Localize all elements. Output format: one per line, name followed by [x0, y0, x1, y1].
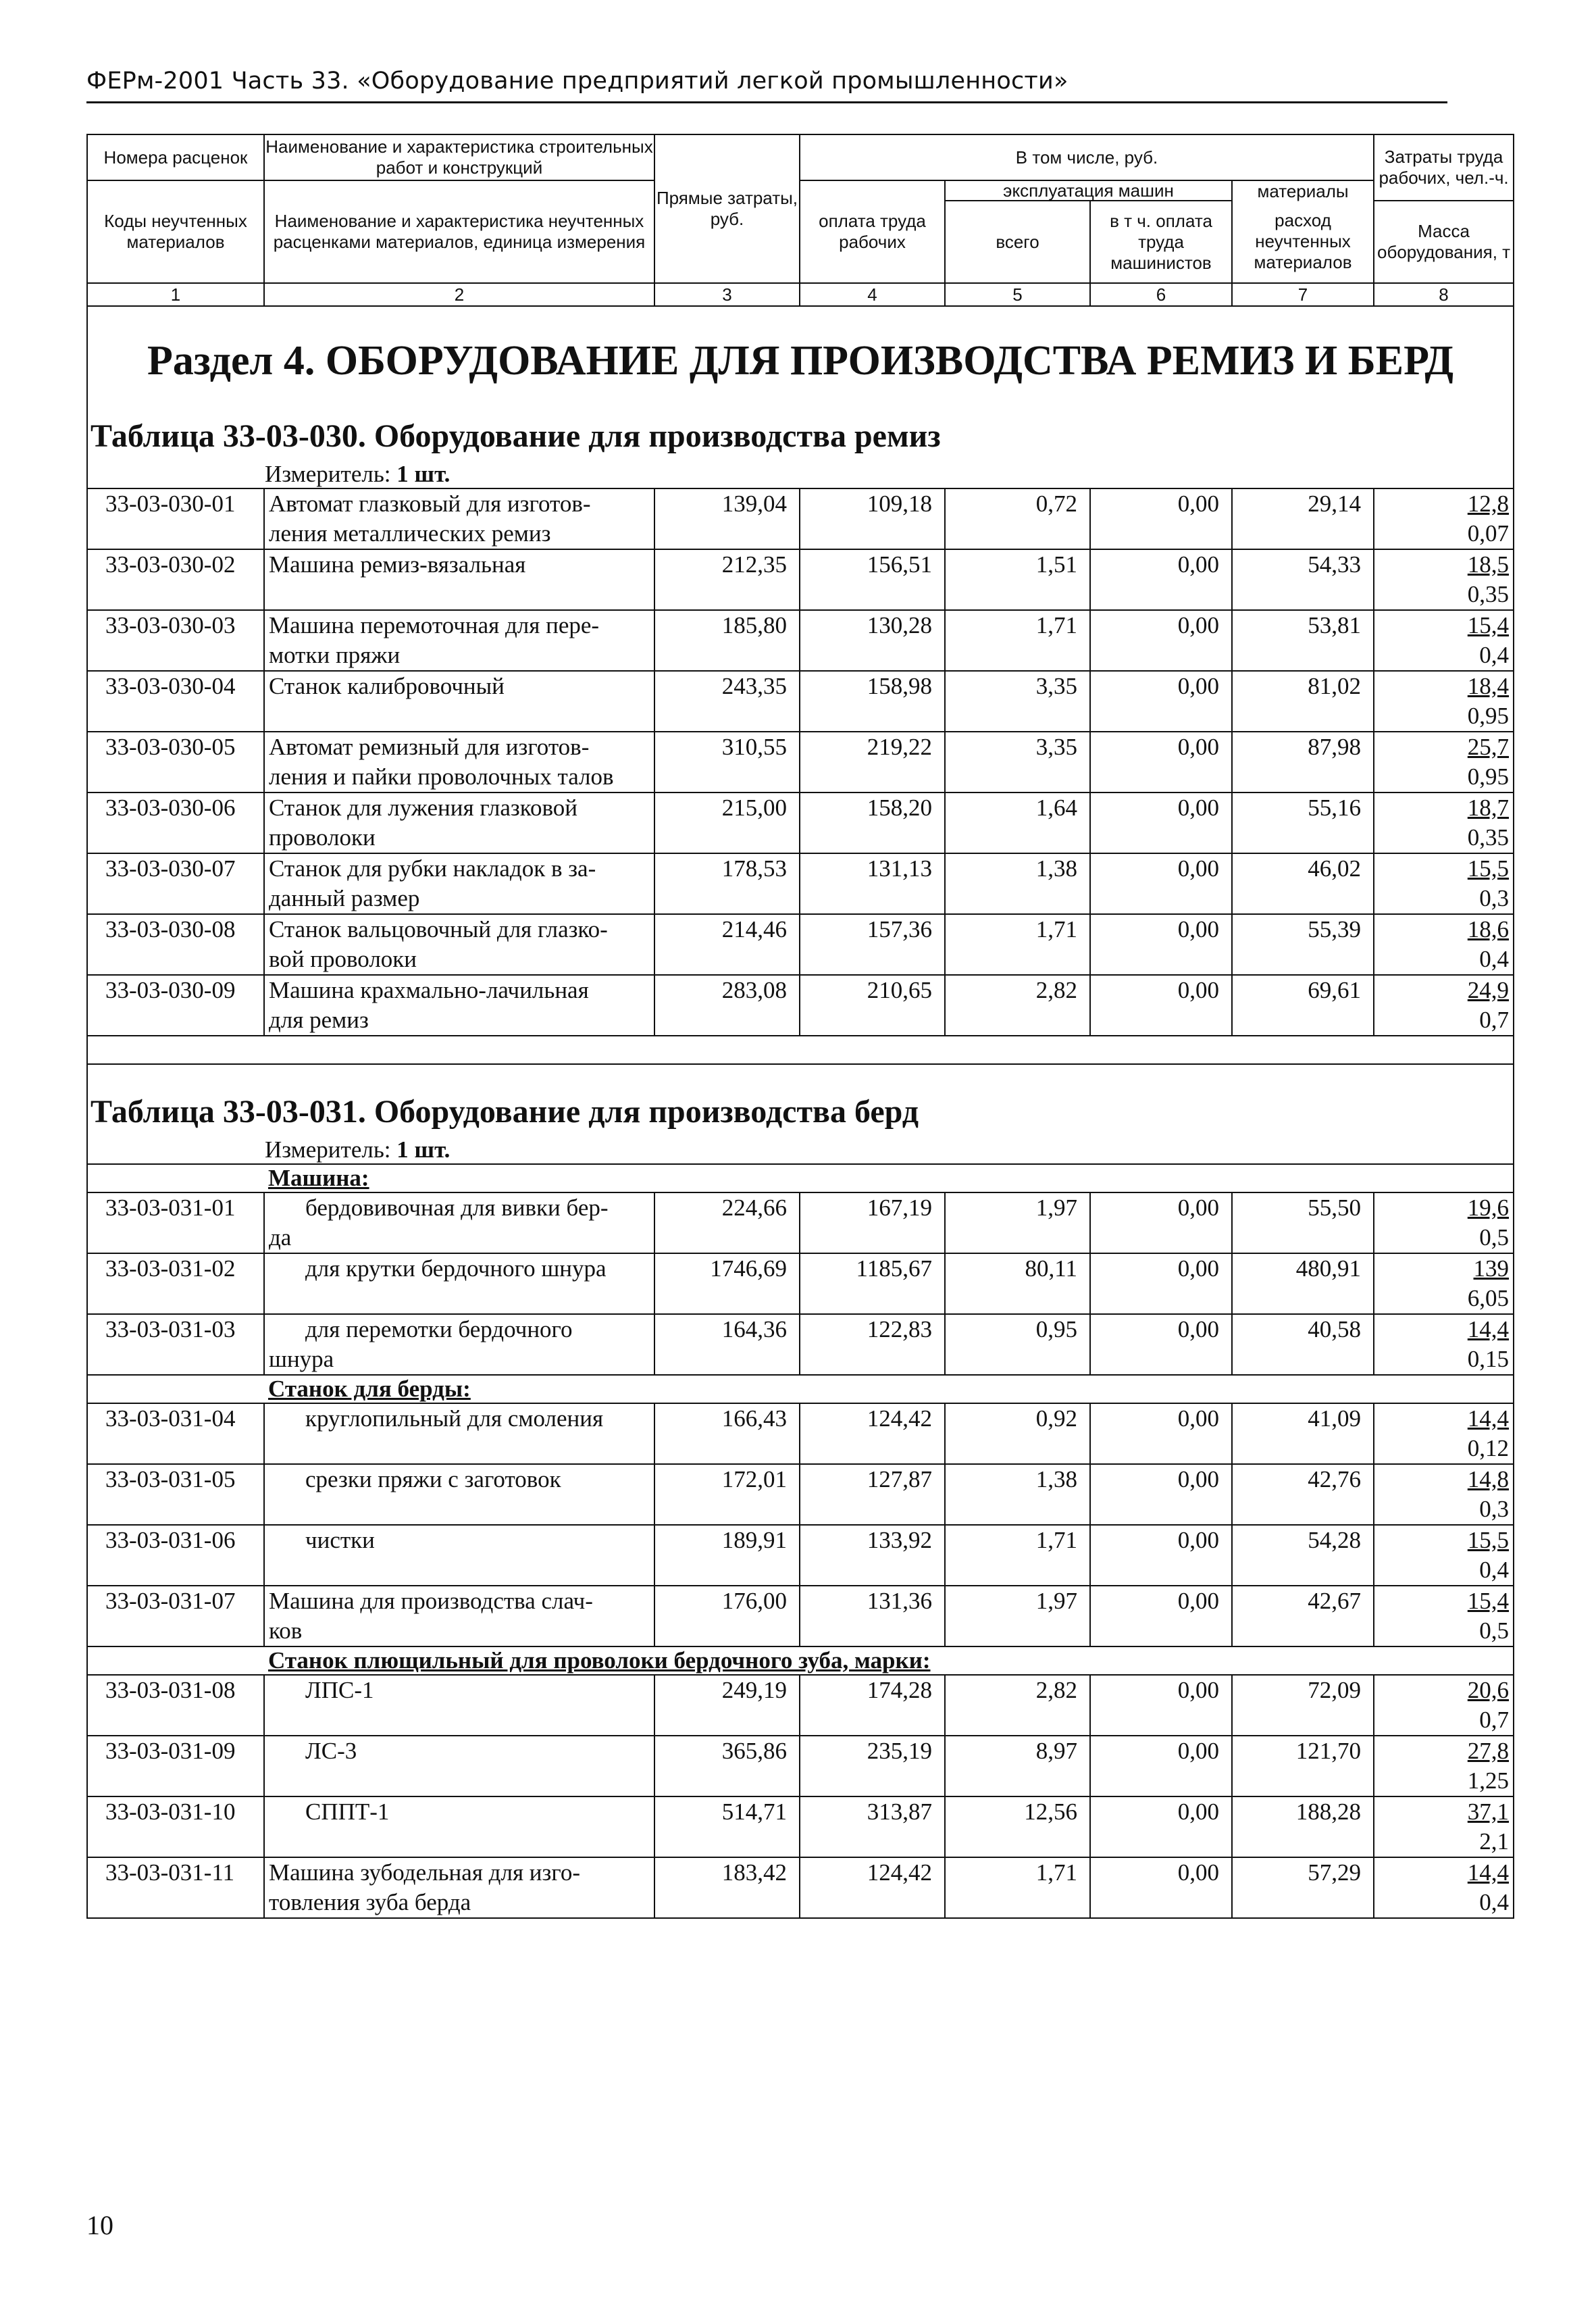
rate-name-line2: проволоки [269, 824, 376, 851]
direct-cost: 243,35 [654, 671, 800, 732]
rate-name-line2: товления зуба берда [269, 1889, 471, 1915]
rate-code: 33-03-030-04 [87, 671, 264, 732]
machine-cost: 0,72 [945, 488, 1090, 549]
labor-hours: 15,5 [1467, 855, 1510, 882]
table-row [87, 488, 1514, 549]
materials-cost: 72,09 [1232, 1675, 1374, 1736]
labor-hours-mass [1374, 1525, 1514, 1586]
materials-cost: 40,58 [1232, 1314, 1374, 1375]
rate-code: 33-03-031-07 [87, 1586, 264, 1646]
rate-name-line1: Автомат глазковый для изготов- [269, 491, 591, 517]
labor-hours: 18,4 [1467, 673, 1510, 699]
labor-hours: 18,7 [1467, 795, 1510, 821]
labor-hours-mass [1374, 1253, 1514, 1314]
header-col8-bottom: Масса оборудования, т [1374, 201, 1514, 283]
table-row [87, 1464, 1514, 1525]
rate-name-line1: Машина для производства слач- [269, 1588, 593, 1614]
operator-labor-cost: 0,00 [1090, 853, 1232, 914]
table-row [87, 1403, 1514, 1464]
labor-hours-mass [1374, 1675, 1514, 1736]
equipment-mass: 0,95 [1467, 763, 1510, 790]
table-row [87, 1192, 1514, 1253]
rate-name [264, 975, 654, 1036]
rate-code: 33-03-031-10 [87, 1796, 264, 1857]
operator-labor-cost: 0,00 [1090, 1525, 1232, 1586]
equipment-mass: 0,7 [1479, 1007, 1510, 1033]
materials-cost: 81,02 [1232, 671, 1374, 732]
table2-title: Таблица 33-03-031. Оборудование для производства берд [87, 1064, 1514, 1136]
rate-name-line1: для перемотки бердочного [305, 1316, 573, 1342]
machine-cost: 1,71 [945, 610, 1090, 671]
labor-cost: 313,87 [800, 1796, 945, 1857]
meter-label: Измеритель: [265, 1136, 391, 1163]
rate-name-line2: ков [269, 1617, 303, 1644]
table-row [87, 1675, 1514, 1736]
equipment-mass: 0,4 [1479, 642, 1510, 668]
equipment-mass: 1,25 [1467, 1767, 1510, 1794]
labor-hours: 14,4 [1467, 1405, 1510, 1432]
labor-hours-mass [1374, 488, 1514, 549]
header-col1-bottom: Коды неучтенных материалов [87, 180, 264, 283]
rate-name-line1: Машина ремиз-вязальная [269, 551, 526, 578]
materials-cost: 121,70 [1232, 1736, 1374, 1796]
rate-code: 33-03-030-05 [87, 732, 264, 793]
table-row [87, 914, 1514, 975]
rate-code: 33-03-030-03 [87, 610, 264, 671]
table1-title: Таблица 33-03-030. Оборудование для производства ремиз [87, 408, 1514, 461]
rate-name-line1: чистки [305, 1527, 375, 1553]
rate-name [264, 853, 654, 914]
labor-hours-mass [1374, 732, 1514, 793]
equipment-mass: 0,5 [1479, 1617, 1510, 1644]
rate-name-line2: данный размер [269, 885, 420, 911]
header-col1-top: Номера расценок [87, 134, 264, 180]
materials-cost: 41,09 [1232, 1403, 1374, 1464]
direct-cost: 189,91 [654, 1525, 800, 1586]
equipment-mass: 0,07 [1467, 520, 1510, 547]
machine-cost: 2,82 [945, 975, 1090, 1036]
equipment-mass: 6,05 [1467, 1285, 1510, 1311]
equipment-mass: 0,95 [1467, 703, 1510, 729]
machine-cost: 0,92 [945, 1403, 1090, 1464]
labor-hours: 20,6 [1467, 1677, 1510, 1703]
labor-cost: 130,28 [800, 610, 945, 671]
meter-label: Измеритель: [265, 461, 391, 487]
operator-labor-cost: 0,00 [1090, 1314, 1232, 1375]
rate-name [264, 1675, 654, 1736]
labor-cost: 127,87 [800, 1464, 945, 1525]
equipment-mass: 0,3 [1479, 885, 1510, 911]
labor-cost: 210,65 [800, 975, 945, 1036]
labor-hours: 14,4 [1467, 1859, 1510, 1886]
labor-cost: 131,13 [800, 853, 945, 914]
materials-cost: 87,98 [1232, 732, 1374, 793]
machine-cost: 1,97 [945, 1586, 1090, 1646]
table-row [87, 610, 1514, 671]
labor-hours: 37,1 [1467, 1799, 1510, 1825]
rate-name [264, 1403, 654, 1464]
materials-cost: 29,14 [1232, 488, 1374, 549]
materials-cost: 53,81 [1232, 610, 1374, 671]
equipment-mass: 0,4 [1479, 946, 1510, 972]
group-label-flattening: Станок плющильный для проволоки бердочного зуба, марки: [264, 1646, 1514, 1675]
materials-cost: 55,50 [1232, 1192, 1374, 1253]
table-row [87, 671, 1514, 732]
rate-name-line1: круглопильный для смоления [305, 1405, 604, 1432]
rate-name [264, 914, 654, 975]
machine-cost: 12,56 [945, 1796, 1090, 1857]
rate-name-line1: ЛС-3 [305, 1738, 357, 1764]
materials-cost: 54,33 [1232, 549, 1374, 610]
rate-name-line2: ления и пайки проволочных талов [269, 763, 614, 790]
labor-cost: 109,18 [800, 488, 945, 549]
labor-hours-mass [1374, 1403, 1514, 1464]
materials-cost: 55,16 [1232, 793, 1374, 853]
rate-code: 33-03-030-07 [87, 853, 264, 914]
rate-code: 33-03-031-06 [87, 1525, 264, 1586]
labor-hours-mass [1374, 1314, 1514, 1375]
direct-cost: 283,08 [654, 975, 800, 1036]
labor-hours: 19,6 [1467, 1194, 1510, 1221]
rate-code: 33-03-030-02 [87, 549, 264, 610]
rate-name [264, 488, 654, 549]
rate-name [264, 671, 654, 732]
materials-cost: 54,28 [1232, 1525, 1374, 1586]
machine-cost: 3,35 [945, 671, 1090, 732]
materials-cost: 55,39 [1232, 914, 1374, 975]
operator-labor-cost: 0,00 [1090, 975, 1232, 1036]
table-row [87, 1586, 1514, 1646]
labor-hours-mass [1374, 610, 1514, 671]
rate-code: 33-03-031-02 [87, 1253, 264, 1314]
labor-hours-mass [1374, 671, 1514, 732]
labor-hours: 14,8 [1467, 1466, 1510, 1492]
labor-cost: 122,83 [800, 1314, 945, 1375]
header-col2-bottom: Наименование и характеристика неучтенных расценками материалов, единица измерения [264, 180, 654, 283]
labor-hours-mass [1374, 1857, 1514, 1918]
rate-name-line1: Машина зубодельная для изго- [269, 1859, 580, 1886]
group-label-stand: Станок для берды: [264, 1375, 1514, 1403]
direct-cost: 166,43 [654, 1403, 800, 1464]
rates-table [86, 134, 1514, 1919]
meter-value: 1 шт. [396, 1136, 451, 1163]
labor-hours: 139 [1473, 1255, 1510, 1282]
labor-hours-mass [1374, 793, 1514, 853]
rate-name [264, 1796, 654, 1857]
labor-cost: 124,42 [800, 1857, 945, 1918]
col-number: 6 [1090, 283, 1232, 306]
rate-name [264, 1314, 654, 1375]
table2-meter [87, 1136, 1514, 1164]
rate-code: 33-03-030-01 [87, 488, 264, 549]
operator-labor-cost: 0,00 [1090, 914, 1232, 975]
direct-cost: 214,46 [654, 914, 800, 975]
rate-name-line2: да [269, 1224, 292, 1251]
rate-name [264, 1736, 654, 1796]
materials-cost: 42,76 [1232, 1464, 1374, 1525]
operator-labor-cost: 0,00 [1090, 732, 1232, 793]
rate-name-line1: ЛПС-1 [305, 1677, 374, 1703]
labor-hours: 15,4 [1467, 612, 1510, 638]
operator-labor-cost: 0,00 [1090, 1253, 1232, 1314]
equipment-mass: 0,35 [1467, 824, 1510, 851]
table-row [87, 732, 1514, 793]
labor-cost: 219,22 [800, 732, 945, 793]
labor-hours-mass [1374, 1192, 1514, 1253]
rate-code: 33-03-031-08 [87, 1675, 264, 1736]
materials-cost: 188,28 [1232, 1796, 1374, 1857]
machine-cost: 1,38 [945, 853, 1090, 914]
rate-name [264, 1525, 654, 1586]
equipment-mass: 2,1 [1479, 1828, 1510, 1855]
rate-name-line2: мотки пряжи [269, 642, 401, 668]
labor-hours: 15,5 [1467, 1527, 1510, 1553]
materials-cost: 480,91 [1232, 1253, 1374, 1314]
equipment-mass: 0,15 [1467, 1346, 1510, 1372]
table-row [87, 1796, 1514, 1857]
table-row [87, 793, 1514, 853]
rate-name-line1: для крутки бердочного шнура [305, 1255, 607, 1282]
labor-hours-mass [1374, 975, 1514, 1036]
machine-cost: 0,95 [945, 1314, 1090, 1375]
direct-cost: 176,00 [654, 1586, 800, 1646]
operator-labor-cost: 0,00 [1090, 610, 1232, 671]
labor-cost: 133,92 [800, 1525, 945, 1586]
direct-cost: 185,80 [654, 610, 800, 671]
rate-name-line1: Автомат ремизный для изготов- [269, 734, 590, 760]
machine-cost: 1,64 [945, 793, 1090, 853]
rate-code: 33-03-031-09 [87, 1736, 264, 1796]
rate-code: 33-03-030-08 [87, 914, 264, 975]
table-row [87, 975, 1514, 1036]
labor-cost: 124,42 [800, 1403, 945, 1464]
labor-hours-mass [1374, 549, 1514, 610]
col-number: 8 [1374, 283, 1514, 306]
rate-name [264, 610, 654, 671]
machine-cost: 3,35 [945, 732, 1090, 793]
machine-cost: 1,51 [945, 549, 1090, 610]
table-row [87, 549, 1514, 610]
operator-labor-cost: 0,00 [1090, 1857, 1232, 1918]
labor-hours: 27,8 [1467, 1738, 1510, 1764]
labor-cost: 156,51 [800, 549, 945, 610]
machine-cost: 1,38 [945, 1464, 1090, 1525]
direct-cost: 365,86 [654, 1736, 800, 1796]
table-row [87, 1736, 1514, 1796]
operator-labor-cost: 0,00 [1090, 671, 1232, 732]
rate-code: 33-03-031-04 [87, 1403, 264, 1464]
operator-labor-cost: 0,00 [1090, 1586, 1232, 1646]
rate-code: 33-03-031-11 [87, 1857, 264, 1918]
rate-name [264, 1857, 654, 1918]
rate-name [264, 732, 654, 793]
rate-name-line1: Станок вальцовочный для глазко- [269, 916, 608, 942]
direct-cost: 1746,69 [654, 1253, 800, 1314]
table-row [87, 1857, 1514, 1918]
equipment-mass: 0,7 [1479, 1707, 1510, 1733]
table-row [87, 1253, 1514, 1314]
direct-cost: 249,19 [654, 1675, 800, 1736]
rate-name [264, 793, 654, 853]
operator-labor-cost: 0,00 [1090, 1192, 1232, 1253]
section-title: Раздел 4. ОБОРУДОВАНИЕ ДЛЯ ПРОИЗВОДСТВА РЕМИЗ И БЕРД [87, 306, 1514, 408]
table-row [87, 1525, 1514, 1586]
labor-cost: 158,98 [800, 671, 945, 732]
rate-name [264, 1192, 654, 1253]
direct-cost: 215,00 [654, 793, 800, 853]
labor-cost: 174,28 [800, 1675, 945, 1736]
col-number: 1 [87, 283, 264, 306]
machine-cost: 2,82 [945, 1675, 1090, 1736]
rate-name-line1: Машина перемоточная для пере- [269, 612, 600, 638]
labor-hours: 24,9 [1467, 977, 1510, 1003]
labor-cost: 1185,67 [800, 1253, 945, 1314]
operator-labor-cost: 0,00 [1090, 1796, 1232, 1857]
equipment-mass: 0,3 [1479, 1496, 1510, 1522]
rate-name-line2: ления металлических ремиз [269, 520, 551, 547]
machine-cost: 8,97 [945, 1736, 1090, 1796]
rate-code: 33-03-031-01 [87, 1192, 264, 1253]
header-col6: в т ч. оплата труда машинистов [1090, 201, 1232, 283]
materials-cost: 46,02 [1232, 853, 1374, 914]
rate-name-line2: для ремиз [269, 1007, 369, 1033]
machine-cost: 80,11 [945, 1253, 1090, 1314]
direct-cost: 178,53 [654, 853, 800, 914]
rate-name-line1: Станок для рубки накладок в за- [269, 855, 596, 882]
equipment-mass: 0,5 [1479, 1224, 1510, 1251]
rate-code: 33-03-030-06 [87, 793, 264, 853]
labor-hours-mass [1374, 1464, 1514, 1525]
table1-meter [87, 461, 1514, 488]
labor-hours-mass [1374, 1736, 1514, 1796]
col-number: 4 [800, 283, 945, 306]
rate-name-line2: вой проволоки [269, 946, 417, 972]
labor-hours: 18,5 [1467, 551, 1510, 578]
operator-labor-cost: 0,00 [1090, 1736, 1232, 1796]
equipment-mass: 0,35 [1467, 581, 1510, 607]
direct-cost: 212,35 [654, 549, 800, 610]
equipment-mass: 0,4 [1479, 1889, 1510, 1915]
col-number: 3 [654, 283, 800, 306]
rate-code: 33-03-030-09 [87, 975, 264, 1036]
operator-labor-cost: 0,00 [1090, 1403, 1232, 1464]
page-header: ФЕРм-2001 Часть 33. «Оборудование предприятий легкой промышленности» [86, 68, 1447, 103]
col-number: 5 [945, 283, 1090, 306]
labor-hours: 14,4 [1467, 1316, 1510, 1342]
header-materials: материалы [1232, 180, 1374, 201]
labor-cost: 235,19 [800, 1736, 945, 1796]
labor-hours: 12,8 [1467, 491, 1510, 517]
header-col7: расход неучтенных материалов [1232, 201, 1374, 283]
machine-cost: 1,97 [945, 1192, 1090, 1253]
direct-cost: 139,04 [654, 488, 800, 549]
operator-labor-cost: 0,00 [1090, 488, 1232, 549]
rate-name-line2: шнура [269, 1346, 334, 1372]
operator-labor-cost: 0,00 [1090, 1675, 1232, 1736]
rate-code: 33-03-031-03 [87, 1314, 264, 1375]
direct-cost: 514,71 [654, 1796, 800, 1857]
header-col5: всего [945, 201, 1090, 283]
header-col2-top: Наименование и характеристика строительных работ и конструкций [264, 134, 654, 180]
operator-labor-cost: 0,00 [1090, 1464, 1232, 1525]
direct-cost: 224,66 [654, 1192, 800, 1253]
equipment-mass: 0,4 [1479, 1557, 1510, 1583]
header-machines: эксплуатация машин [945, 180, 1232, 201]
materials-cost: 69,61 [1232, 975, 1374, 1036]
labor-cost: 167,19 [800, 1192, 945, 1253]
labor-cost: 157,36 [800, 914, 945, 975]
machine-cost: 1,71 [945, 914, 1090, 975]
direct-cost: 172,01 [654, 1464, 800, 1525]
rate-name [264, 1464, 654, 1525]
labor-hours-mass [1374, 914, 1514, 975]
operator-labor-cost: 0,00 [1090, 793, 1232, 853]
group-label-machine: Машина: [264, 1164, 1514, 1192]
labor-hours-mass [1374, 1586, 1514, 1646]
header-col8-top: Затраты труда рабочих, чел.-ч. [1374, 134, 1514, 201]
rate-name-line1: СППТ-1 [305, 1799, 390, 1825]
equipment-mass: 0,12 [1467, 1435, 1510, 1461]
rate-name-line1: срезки пряжи с заготовок [305, 1466, 561, 1492]
col-number: 7 [1232, 283, 1374, 306]
operator-labor-cost: 0,00 [1090, 549, 1232, 610]
machine-cost: 1,71 [945, 1857, 1090, 1918]
rate-name-line1: Станок для лужения глазковой [269, 795, 577, 821]
rate-name [264, 549, 654, 610]
labor-hours: 18,6 [1467, 916, 1510, 942]
machine-cost: 1,71 [945, 1525, 1090, 1586]
header-group: В том числе, руб. [800, 134, 1374, 180]
direct-cost: 164,36 [654, 1314, 800, 1375]
rate-code: 33-03-031-05 [87, 1464, 264, 1525]
meter-value: 1 шт. [396, 461, 451, 487]
col-number: 2 [264, 283, 654, 306]
rate-name-line1: Станок калибровочный [269, 673, 505, 699]
labor-hours-mass [1374, 1796, 1514, 1857]
labor-cost: 158,20 [800, 793, 945, 853]
labor-hours: 25,7 [1467, 734, 1510, 760]
table-row [87, 853, 1514, 914]
direct-cost: 183,42 [654, 1857, 800, 1918]
rate-name-line1: бердовивочная для вивки бер- [305, 1194, 609, 1221]
labor-hours-mass [1374, 853, 1514, 914]
direct-cost: 310,55 [654, 732, 800, 793]
rate-name-line1: Машина крахмально-лачильная [269, 977, 589, 1003]
labor-hours: 15,4 [1467, 1588, 1510, 1614]
labor-cost: 131,36 [800, 1586, 945, 1646]
table-row [87, 1314, 1514, 1375]
header-col4: оплата труда рабочих [800, 180, 945, 283]
rate-name [264, 1586, 654, 1646]
header-col3: Прямые затраты, руб. [654, 134, 800, 283]
materials-cost: 42,67 [1232, 1586, 1374, 1646]
page-number: 10 [86, 2210, 113, 2240]
materials-cost: 57,29 [1232, 1857, 1374, 1918]
rate-name [264, 1253, 654, 1314]
